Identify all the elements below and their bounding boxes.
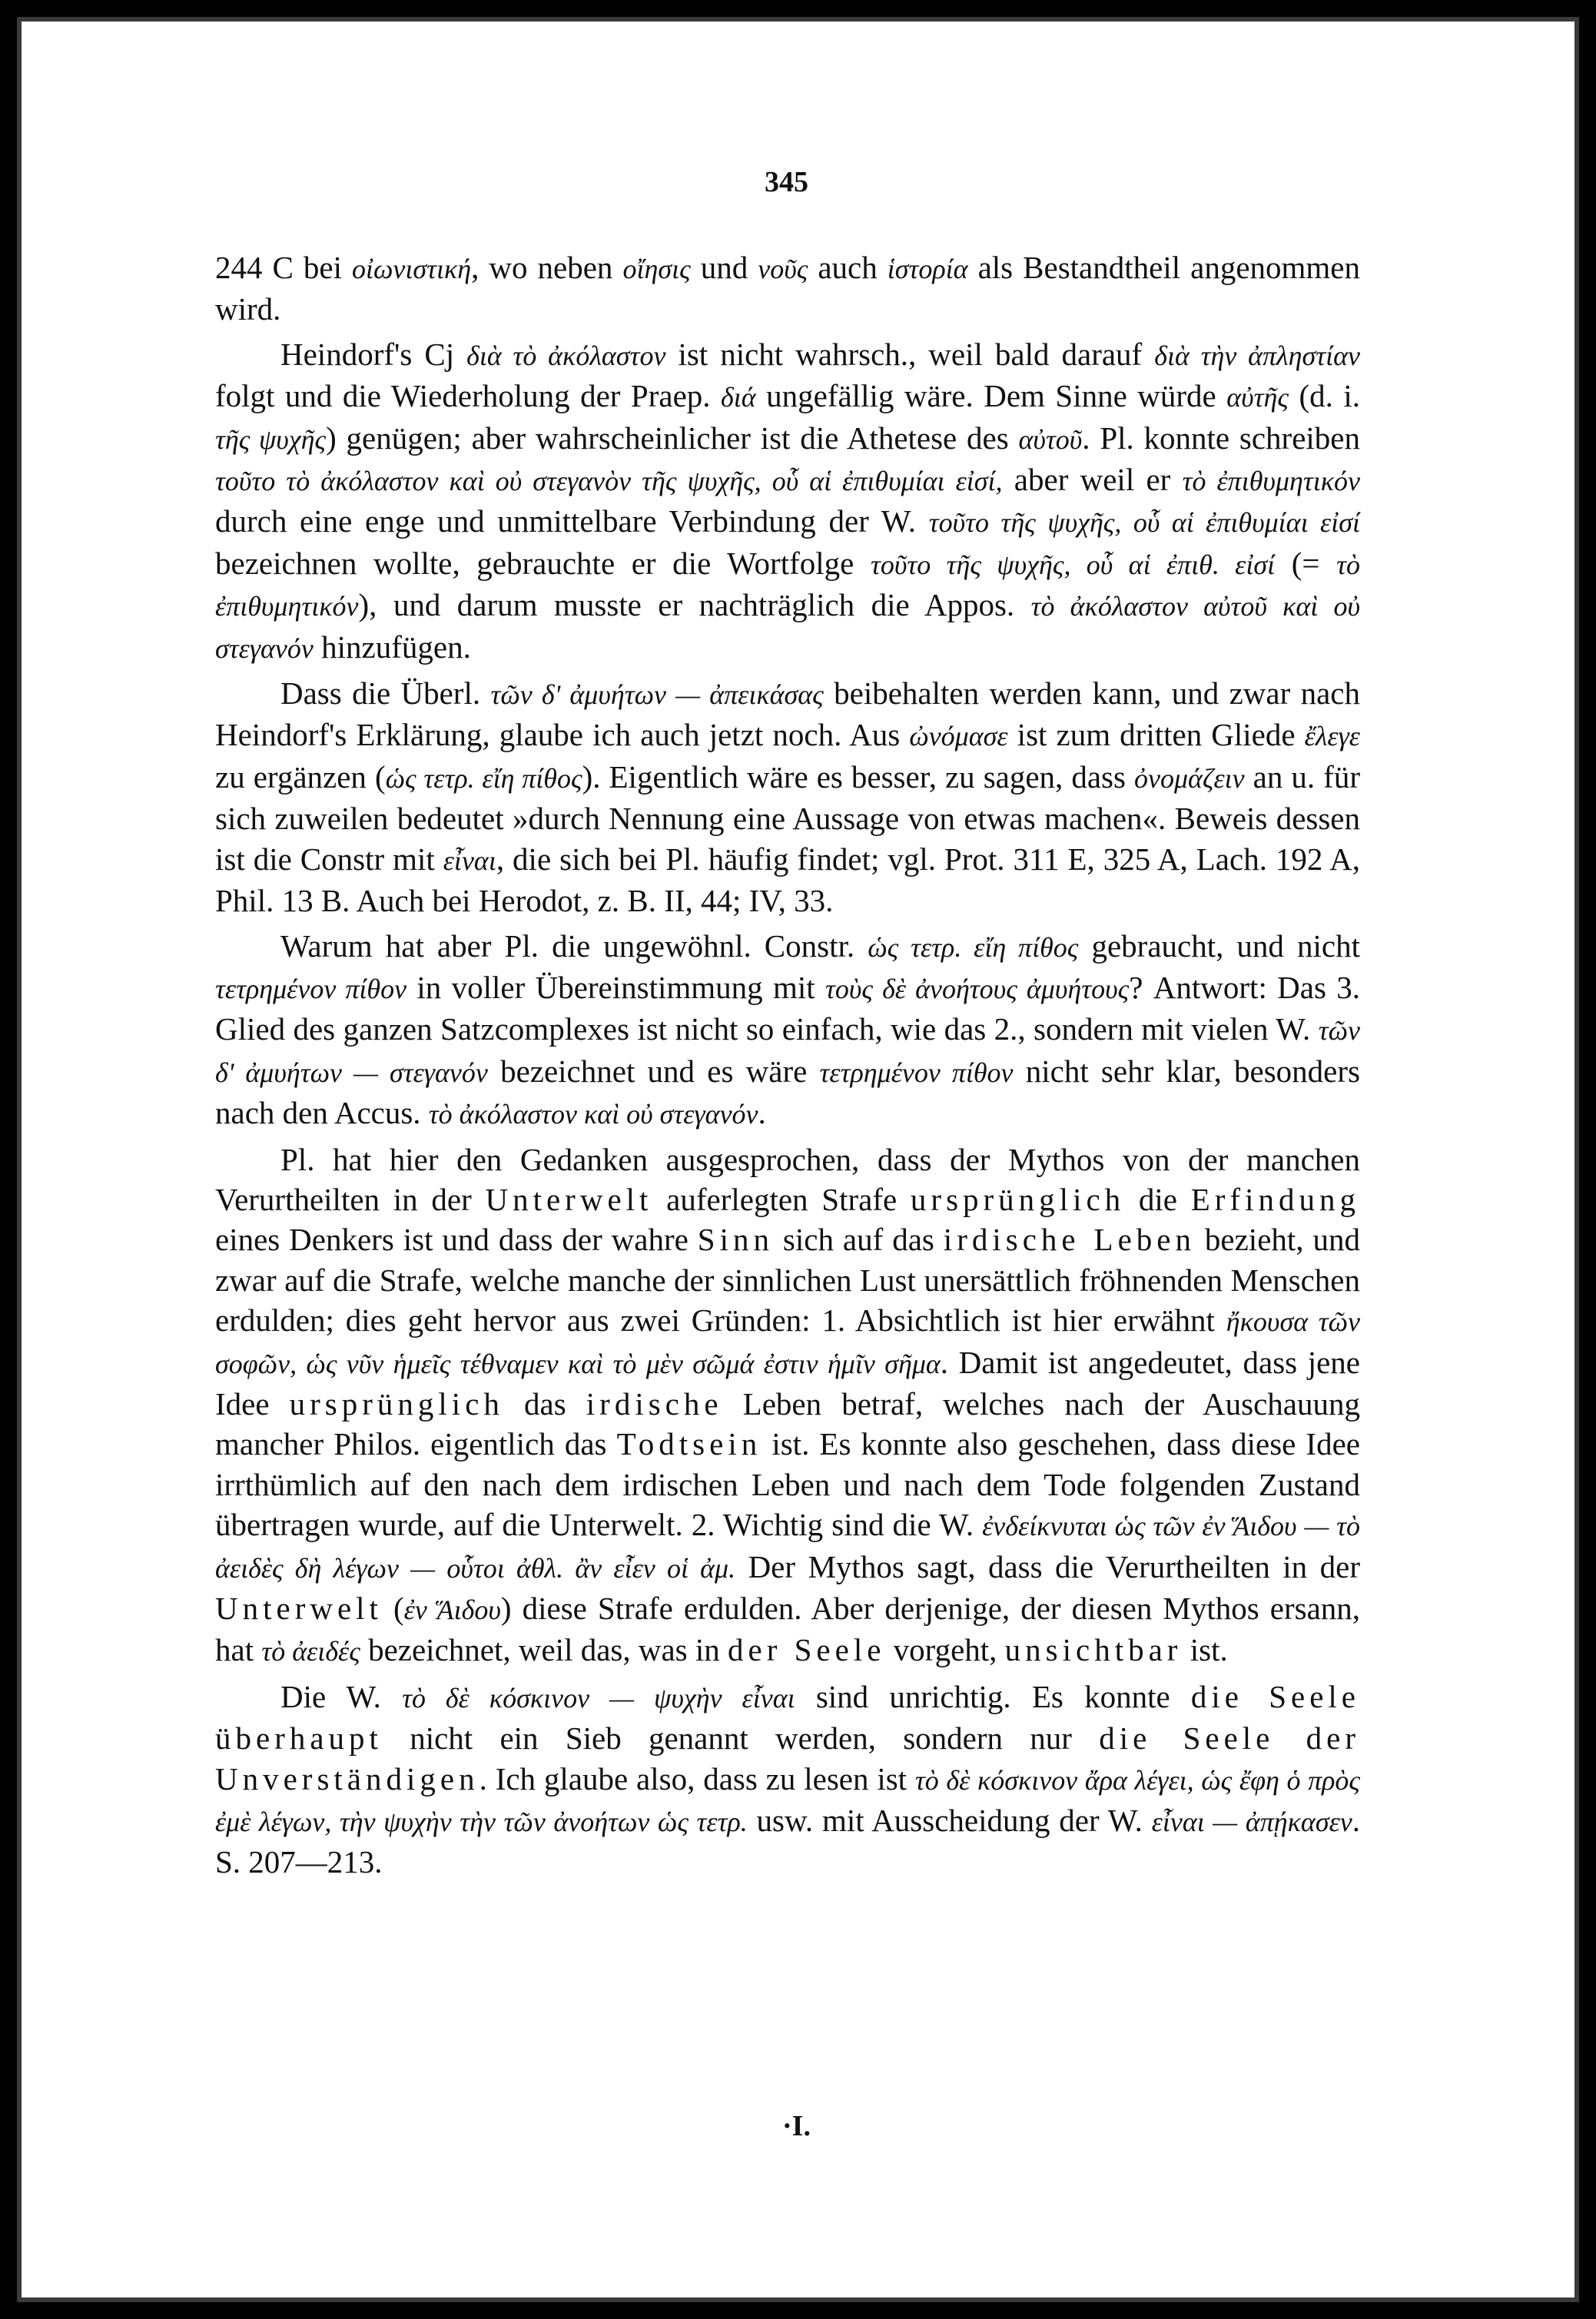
text-run: usw. mit Ausscheidung der W. (747, 1803, 1152, 1839)
greek-quote: ἱστορία (887, 254, 968, 284)
greek-quote: τὸ ἐπιθυμητικόν (1182, 466, 1360, 497)
spaced-emphasis: die Seele der Unverständigen (215, 1720, 1360, 1796)
text-run: ? Antwort: Das 3. Glied des ganzen Satzcomplexes ist nicht so einfach, wie das 2., sondern mit vielen W. (215, 969, 1360, 1047)
text-run: ), und darum musste er nachträglich die Appos. (358, 587, 1031, 623)
greek-quote: τοῦτο τῆς ψυχῆς, οὗ αἱ ἐπιθ. εἰσί (870, 549, 1276, 580)
body-text (215, 247, 1360, 1883)
text-run: . S. 207—213. (215, 1803, 1360, 1880)
spaced-emphasis: unsichtbar (1004, 1632, 1183, 1668)
text-run: bezieht, und zwar auf die Strafe, welche manche der sinnlichen Lust unersättlich fröhnenden Menschen erdulden; dies geht hervor aus zwei Gründen: 1. Absichtlich ist hier erwähnt (215, 1222, 1360, 1339)
greek-quote: τὸ ἀειδές (261, 1636, 360, 1667)
greek-quote: αὐτῆς (1226, 382, 1289, 413)
greek-quote: ὀνομάζειν (1133, 762, 1245, 794)
text-run: in voller Übereinstimmung mit (406, 969, 825, 1005)
text-run: aber weil er (1002, 462, 1183, 498)
spaced-emphasis: irdische (586, 1385, 723, 1422)
text-run: , wo neben (471, 250, 623, 285)
text-run: auch (808, 250, 888, 285)
text-run: bezeichnen wollte, gebrauchte er die Wortfolge (215, 545, 871, 581)
text-run: . (758, 1095, 766, 1131)
text-run: bezeichnet, weil das, was in (360, 1632, 728, 1668)
text-run: gebraucht, und nicht (1078, 927, 1361, 964)
text-run: Pl. hat hier den Gedanken ausgesprochen, dass der Mythos von der manchen Verurtheilten in der (215, 1141, 1360, 1217)
text-run: auferlegten Strafe (652, 1181, 911, 1217)
greek-quote: ὠνόμασε (909, 721, 1008, 752)
paragraph (215, 673, 1360, 921)
greek-quote: οἰωνιστική (351, 254, 472, 284)
greek-quote: διὰ τὸ ἀκόλαστον (466, 340, 666, 371)
greek-quote: ἤκουσα τῶν σοφῶν, ὡς νῦν ἡμεῖς τέθναμεν καὶ τὸ μὲν σῶμά ἐστιν ἡμῖν σῆμα (215, 1306, 1360, 1379)
spaced-emphasis: Sinn (697, 1222, 774, 1258)
text-run: an u. für sich zuweilen bedeutet »durch Nennung eine Aussage von etwas machen«. Beweis dessen ist die Constr mit (215, 758, 1360, 877)
text-run: Leben betraf, welches nach der Auschauung mancher Philos. eigentlich das (215, 1385, 1360, 1462)
text-run: 244 C bei (215, 250, 352, 285)
greek-quote: τὸ δὲ κόσκινον — ψυχὴν εἶναι (402, 1682, 795, 1714)
greek-quote: τοὺς δὲ ἀνοήτους ἀμυήτους (825, 973, 1130, 1004)
greek-quote: τὸ ἀκόλαστον αὐτοῦ καὶ οὐ στεγανόν (215, 591, 1360, 664)
text-run: Warum hat aber Pl. die ungewöhnl. Constr. (280, 927, 868, 964)
text-run: vorgeht, (885, 1632, 1005, 1668)
text-run: ist zum dritten Gliede (1007, 717, 1305, 753)
greek-quote: τῆς ψυχῆς (215, 423, 327, 455)
text-run: und (690, 250, 758, 285)
paragraph (215, 1677, 1360, 1883)
text-run: sich auf das (773, 1222, 944, 1258)
text-run: , die sich bei Pl. häufig findet; vgl. Prot. 311 E, 325 A, Lach. 192 A, Phil. 13 B. Auch bei Herodot, z. B. II, 44; IV, 33. (215, 841, 1360, 919)
greek-quote: τοῦτο τὸ ἀκόλαστον καὶ οὐ στεγανὸν τῆς ψυχῆς, οὗ αἱ ἐπιθυμίαι εἰσί, (215, 466, 1003, 497)
greek-quote: τετρημένον πίθον (819, 1057, 1014, 1088)
paragraph (215, 334, 1360, 668)
text-run: ). Eigentlich wäre es besser, zu sagen, dass (582, 758, 1134, 795)
greek-quote: ἔλεγε (1304, 721, 1360, 752)
text-run: beibehalten werden kann, und zwar nach Heindorf's Erklärung, glaube ich auch jetzt noch. Aus (215, 675, 1360, 753)
text-run: . Pl. konnte schreiben (1082, 420, 1360, 456)
text-run: durch eine enge und unmittelbare Verbindung der W. (215, 503, 929, 539)
text-run: ist. (1182, 1632, 1228, 1668)
text-run: . Ich glaube also, dass zu lesen ist (479, 1760, 915, 1796)
spaced-emphasis: ursprünglich (910, 1181, 1126, 1217)
text-run: das (503, 1385, 586, 1422)
text-run: zu ergänzen ( (215, 758, 386, 795)
greek-quote: οἴησις (622, 254, 691, 284)
signature-mark: ·I. (782, 2110, 811, 2142)
paragraph (215, 247, 1360, 330)
spaced-emphasis: ursprünglich (289, 1385, 504, 1422)
text-run: Heindorf's Cj (280, 336, 467, 372)
page-number: 345 (765, 166, 808, 198)
text-run: ungefällig wäre. Dem Sinne würde (755, 378, 1227, 414)
greek-quote: αὐτοῦ (1018, 423, 1083, 455)
spaced-emphasis: die Seele überhaupt (215, 1678, 1360, 1757)
text-run: (d. i. (1289, 378, 1361, 414)
text-run: Die W. (280, 1678, 403, 1714)
greek-quote: εἶναι (443, 844, 496, 876)
greek-quote: τετρημένον πίθον (215, 973, 407, 1004)
greek-quote: διά (721, 382, 756, 413)
paragraph (215, 1140, 1360, 1672)
greek-quote: διὰ τὴν ἀπληστίαν (1154, 340, 1360, 371)
greek-quote: ἐνδείκνυται ὡς τῶν ἐν Ἅιδου — τὸ ἀειδὲς δὴ λέγων — οὗτοι ἀθλ. ἂν εἶεν οἱ ἀμ. (215, 1511, 1360, 1584)
text-run: ) diese Strafe erdulden. Aber derjenige, der diesen Mythos ersann, hat (215, 1591, 1361, 1668)
greek-quote: τῶν δ' ἀμυήτων — στεγανόν (215, 1015, 1360, 1088)
text-run: als Bestandtheil angenommen wird. (215, 250, 1360, 327)
greek-quote: εἶναι — ἀπῄκασεν (1151, 1806, 1352, 1838)
greek-quote: τὸ δὲ κόσκινον ἄρα λέγει, ὡς ἔφη ὁ πρὸς ἐμὲ λέγων, τὴν ψυχὴν τὴν τῶν ἀνοήτων ὡς τετρ. (215, 1764, 1360, 1838)
greek-quote: νοῦς (758, 254, 808, 284)
text-run: Der Mythos sagt, dass die Verurtheilten in der (735, 1548, 1360, 1584)
spaced-emphasis: irdische Leben (943, 1222, 1196, 1258)
spaced-emphasis: Unterwelt (485, 1181, 653, 1217)
spaced-emphasis: Unterwelt (215, 1591, 383, 1626)
text-run: ) genügen; aber wahrscheinlicher ist die Athetese des (326, 420, 1019, 456)
text-run: die (1125, 1181, 1191, 1217)
spaced-emphasis: Todtsein (616, 1426, 762, 1462)
greek-quote: ἐν Ἅιδου (403, 1594, 501, 1625)
text-run: ( (382, 1591, 404, 1626)
greek-quote: ὡς τετρ. εἴη πίθος (868, 931, 1079, 963)
greek-quote: τοῦτο τῆς ψυχῆς, οὗ αἱ ἐπιθυμίαι εἰσί (928, 507, 1360, 539)
paragraph (215, 926, 1360, 1135)
text-run: . Damit ist angedeutet, dass jene Idee (215, 1344, 1361, 1422)
text-run: bezeichnet und es wäre (487, 1053, 820, 1089)
greek-quote: τὸ ἐπιθυμητικόν (215, 549, 1360, 622)
text-run: hinzufügen. (313, 629, 471, 665)
spaced-emphasis: der Seele (728, 1632, 886, 1668)
text-run: (= (1275, 545, 1337, 581)
text-run: Dass die Überl. (280, 675, 491, 712)
text-run: nicht ein Sieb genannt werden, sondern nur (382, 1720, 1100, 1757)
spaced-emphasis: Erfindung (1190, 1181, 1360, 1217)
text-run: folgt und die Wiederholung der Praep. (215, 378, 722, 414)
greek-quote: τῶν δ' ἀμυήτων — ἀπεικάσας (490, 679, 824, 711)
text-run: nicht sehr klar, besonders nach den Accus. (215, 1053, 1360, 1131)
text-run: eines Denkers ist und dass der wahre (215, 1222, 698, 1258)
greek-quote: τὸ ἀκόλαστον καὶ οὐ στεγανόν (428, 1099, 758, 1130)
text-run: ist nicht wahrsch., weil bald darauf (665, 336, 1155, 372)
text-run: sind unrichtig. Es konnte (795, 1678, 1191, 1714)
text-run: ist. Es konnte also geschehen, dass diese Idee irrthümlich auf den nach dem irdischen Leben und nach dem Tode folgenden Zustand übertragen wurde, auf die Unterwelt. 2. Wichtig sind die W. (215, 1426, 1360, 1543)
greek-quote: ὡς τετρ. εἴη πίθος (385, 762, 582, 794)
